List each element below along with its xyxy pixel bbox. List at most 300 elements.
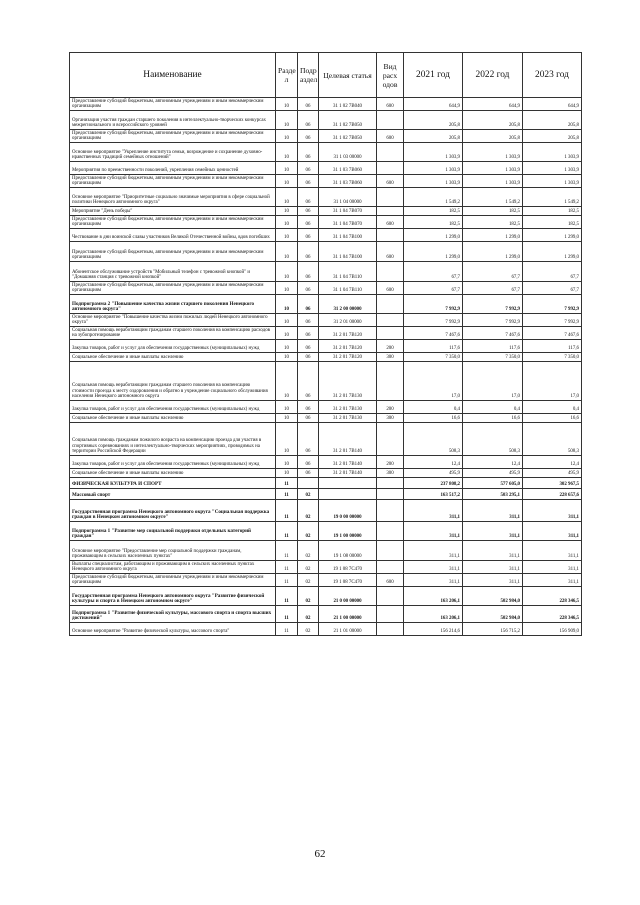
cell-name: Мероприятия по преемственности поколений, укрепления семейных ценностей [70, 162, 276, 175]
cell-vid [377, 561, 404, 574]
cell-name: Предоставление субсидий бюджетным, автономным учреждениям и иным некоммерческим организациям [70, 242, 276, 262]
cell-2023: 1 303,9 [523, 175, 582, 188]
cell-podrazdel: 06 [298, 98, 319, 111]
cell-celevaya: 31 2 01 7В130 [319, 414, 377, 423]
cell-vid [377, 295, 404, 314]
cell-celevaya: 31 2 01 00000 [319, 314, 377, 327]
cell-vid: 600 [377, 282, 404, 295]
cell-2023: 182,5 [523, 216, 582, 229]
cell-2021: 311,1 [404, 500, 463, 522]
cell-vid: 600 [377, 242, 404, 262]
cell-vid [377, 489, 404, 500]
cell-razdel: 11 [276, 500, 298, 522]
cell-celevaya: 31 2 01 7В130 [319, 401, 377, 414]
cell-2023: 16,6 [523, 414, 582, 423]
cell-2022: 1 303,9 [463, 162, 523, 175]
cell-name: Основное мероприятие "Предоставление мер социальной поддержки гражданам, проживающим в сельских населенных пунктах" [70, 541, 276, 561]
cell-razdel: 10 [276, 327, 298, 340]
table-row [70, 500, 582, 522]
cell-celevaya: 31 1 04 7В100 [319, 242, 377, 262]
cell-vid [377, 188, 404, 207]
cell-2022: 1 299,0 [463, 229, 523, 242]
table-row [70, 574, 582, 587]
cell-vid: 300 [377, 353, 404, 362]
table-row [70, 130, 582, 143]
cell-vid [377, 500, 404, 522]
cell-name: Массовый спорт [70, 489, 276, 500]
cell-podrazdel: 06 [298, 362, 319, 401]
cell-razdel: 10 [276, 340, 298, 353]
table-row [70, 478, 582, 489]
budget-table [69, 52, 582, 636]
cell-vid: 300 [377, 469, 404, 478]
cell-2021: 117,6 [404, 340, 463, 353]
cell-2023: 228 346,5 [523, 606, 582, 623]
table-row [70, 216, 582, 229]
cell-celevaya: 31 1 04 7В110 [319, 282, 377, 295]
cell-2023: 205,8 [523, 111, 582, 130]
cell-vid: 200 [377, 456, 404, 469]
cell-name: Закупка товаров, работ и услуг для обеспечения государственных (муниципальных) нужд [70, 456, 276, 469]
table-row [70, 314, 582, 327]
cell-podrazdel: 02 [298, 587, 319, 606]
cell-razdel: 10 [276, 295, 298, 314]
cell-podrazdel: 06 [298, 162, 319, 175]
cell-celevaya: 31 2 01 7В120 [319, 340, 377, 353]
cell-celevaya: 31 1 02 7В050 [319, 111, 377, 130]
cell-2023: 1 303,9 [523, 162, 582, 175]
cell-vid [377, 111, 404, 130]
cell-razdel: 10 [276, 207, 298, 216]
cell-name: Социальная помощь гражданам пожилого возраста на компенсацию проезда для участия в спортивных соревнованиях и интеллектуально-творческих мероприятиях, проводимых на территории Российской Федерации [70, 423, 276, 456]
cell-2021: 7 467,6 [404, 327, 463, 340]
cell-razdel: 10 [276, 414, 298, 423]
cell-2022: 205,8 [463, 111, 523, 130]
cell-2022: 1 303,9 [463, 175, 523, 188]
cell-2023: 12,4 [523, 456, 582, 469]
table-row [70, 456, 582, 469]
cell-2021: 311,1 [404, 541, 463, 561]
cell-name: Организация участия граждан старшего поколения в интеллектуально-творческих конкурсах межрегионального и всероссийского уровней [70, 111, 276, 130]
cell-celevaya: 31 2 01 7В140 [319, 469, 377, 478]
cell-celevaya: 31 2 01 7В130 [319, 362, 377, 401]
cell-vid: 200 [377, 340, 404, 353]
cell-2022: 67,7 [463, 282, 523, 295]
table-body [70, 98, 582, 636]
cell-2021: 7 350,0 [404, 353, 463, 362]
cell-2021: 1 303,9 [404, 143, 463, 162]
cell-celevaya: 31 2 01 7В140 [319, 456, 377, 469]
cell-2021: 205,8 [404, 111, 463, 130]
cell-podrazdel: 06 [298, 262, 319, 282]
cell-name: Социальное обеспечение и иные выплаты населению [70, 353, 276, 362]
table-row [70, 606, 582, 623]
cell-celevaya: 31 2 01 7В120 [319, 353, 377, 362]
cell-2023: 228 346,5 [523, 587, 582, 606]
table-row [70, 489, 582, 500]
table-row [70, 623, 582, 636]
cell-2021: 644,9 [404, 98, 463, 111]
cell-podrazdel: 06 [298, 143, 319, 162]
cell-vid: 300 [377, 414, 404, 423]
cell-2021: 237 808,2 [404, 478, 463, 489]
cell-2022: 182,5 [463, 207, 523, 216]
cell-vid [377, 229, 404, 242]
cell-2023: 7 350,0 [523, 353, 582, 362]
cell-2021: 163 206,1 [404, 587, 463, 606]
cell-2022: 205,8 [463, 130, 523, 143]
cell-2022: 311,1 [463, 522, 523, 541]
cell-vid [377, 606, 404, 623]
cell-podrazdel: 06 [298, 423, 319, 456]
cell-razdel: 10 [276, 262, 298, 282]
table-row [70, 522, 582, 541]
cell-podrazdel: 06 [298, 130, 319, 143]
cell-celevaya [319, 489, 377, 500]
cell-2022: 16,6 [463, 414, 523, 423]
cell-vid [377, 327, 404, 340]
cell-name: Предоставление субсидий бюджетным, автономным учреждениям и иным некоммерческим организациям [70, 282, 276, 295]
cell-2021: 163 517,2 [404, 489, 463, 500]
table-row [70, 414, 582, 423]
cell-2021: 311,1 [404, 561, 463, 574]
cell-2023: 182,5 [523, 207, 582, 216]
cell-vid [377, 522, 404, 541]
cell-name: Государственная программа Ненецкого автономного округа "Развитие физической культуры и спорта в Ненецком автономном округе" [70, 587, 276, 606]
table-row [70, 295, 582, 314]
cell-2023: 1 303,9 [523, 143, 582, 162]
cell-2021: 156 214,6 [404, 623, 463, 636]
cell-name: Подпрограмма 2 "Повышение качества жизни старшего поколения Ненецкого автономного округа" [70, 295, 276, 314]
cell-razdel: 10 [276, 162, 298, 175]
cell-2022: 67,7 [463, 262, 523, 282]
cell-podrazdel: 02 [298, 623, 319, 636]
cell-2021: 16,6 [404, 414, 463, 423]
table-row [70, 340, 582, 353]
table-row [70, 541, 582, 561]
cell-vid [377, 143, 404, 162]
col-header-2023: 2023 год [523, 53, 582, 98]
cell-2022: 12,4 [463, 456, 523, 469]
cell-2023: 311,1 [523, 541, 582, 561]
cell-2023: 644,9 [523, 98, 582, 111]
cell-razdel: 10 [276, 469, 298, 478]
cell-2022: 502 984,0 [463, 587, 523, 606]
cell-2022: 502 984,0 [463, 606, 523, 623]
cell-podrazdel: 02 [298, 489, 319, 500]
cell-podrazdel: 02 [298, 500, 319, 522]
table-row [70, 98, 582, 111]
cell-razdel: 11 [276, 478, 298, 489]
cell-2023: 7 467,6 [523, 327, 582, 340]
cell-2021: 7 992,9 [404, 314, 463, 327]
cell-2022: 7 992,9 [463, 295, 523, 314]
cell-2021: 1 303,9 [404, 175, 463, 188]
cell-name: Абонентское обслуживание устройств "Мобильный телефон с тревожной кнопкой" и "Домашняя станция с тревожной кнопкой" [70, 262, 276, 282]
cell-podrazdel: 02 [298, 541, 319, 561]
col-header-name: Наименование [70, 53, 276, 98]
table-row [70, 162, 582, 175]
cell-2022: 0,4 [463, 401, 523, 414]
cell-razdel: 10 [276, 175, 298, 188]
cell-name: Предоставление субсидий бюджетным, автономным учреждениям и иным некоммерческим организациям [70, 574, 276, 587]
table-row [70, 587, 582, 606]
cell-celevaya: 31 2 00 00000 [319, 295, 377, 314]
cell-podrazdel: 06 [298, 456, 319, 469]
cell-2022: 7 467,6 [463, 327, 523, 340]
cell-2023: 495,9 [523, 469, 582, 478]
cell-name: Закупка товаров, работ и услуг для обеспечения государственных (муниципальных) нужд [70, 401, 276, 414]
cell-2021: 12,4 [404, 456, 463, 469]
cell-2021: 1 299,0 [404, 229, 463, 242]
cell-2023: 1 549,2 [523, 188, 582, 207]
cell-2021: 508,3 [404, 423, 463, 456]
cell-vid: 600 [377, 574, 404, 587]
cell-2022: 7 350,0 [463, 353, 523, 362]
cell-name: Социальное обеспечение и иные выплаты населению [70, 414, 276, 423]
cell-2022: 311,1 [463, 541, 523, 561]
table-row [70, 229, 582, 242]
table-row [70, 207, 582, 216]
cell-2023: 156 909,0 [523, 623, 582, 636]
cell-podrazdel: 06 [298, 340, 319, 353]
cell-celevaya: 31 1 03 7В060 [319, 162, 377, 175]
cell-razdel: 11 [276, 606, 298, 623]
cell-podrazdel: 06 [298, 175, 319, 188]
table-header-row [70, 53, 582, 98]
cell-name: Социальная помощь неработающим гражданам старшего поколения на компенсацию расходов на зубопротезирование [70, 327, 276, 340]
col-header-razdel: Разде л [276, 53, 298, 98]
cell-podrazdel: 06 [298, 188, 319, 207]
table-row [70, 262, 582, 282]
table-row [70, 143, 582, 162]
cell-2022: 644,9 [463, 98, 523, 111]
cell-podrazdel: 02 [298, 574, 319, 587]
cell-2022: 7 992,9 [463, 314, 523, 327]
cell-podrazdel: 06 [298, 295, 319, 314]
cell-vid [377, 162, 404, 175]
cell-2023: 302 967,5 [523, 478, 582, 489]
cell-razdel: 11 [276, 541, 298, 561]
cell-vid [377, 423, 404, 456]
cell-2023: 311,1 [523, 500, 582, 522]
cell-2021: 67,7 [404, 282, 463, 295]
cell-2021: 67,7 [404, 262, 463, 282]
cell-2023: 228 657,6 [523, 489, 582, 500]
cell-podrazdel: 06 [298, 314, 319, 327]
cell-celevaya: 19 1 08 00000 [319, 541, 377, 561]
cell-name: Основное мероприятие "Развитие физической культуры, массового спорта" [70, 623, 276, 636]
cell-celevaya: 31 1 04 7В110 [319, 262, 377, 282]
cell-2021: 7 992,9 [404, 295, 463, 314]
cell-vid [377, 262, 404, 282]
table-row [70, 282, 582, 295]
cell-2022: 495,9 [463, 469, 523, 478]
cell-celevaya: 21 0 00 00000 [319, 587, 377, 606]
cell-celevaya: 31 1 04 7В070 [319, 216, 377, 229]
cell-podrazdel: 06 [298, 469, 319, 478]
cell-razdel: 10 [276, 216, 298, 229]
cell-2023: 67,7 [523, 282, 582, 295]
cell-podrazdel: 06 [298, 327, 319, 340]
cell-razdel: 10 [276, 111, 298, 130]
cell-2022: 1 303,9 [463, 143, 523, 162]
cell-celevaya: 19 1 08 7С470 [319, 561, 377, 574]
cell-celevaya: 19 1 00 00000 [319, 522, 377, 541]
cell-vid: 600 [377, 130, 404, 143]
cell-name: ФИЗИЧЕСКАЯ КУЛЬТУРА И СПОРТ [70, 478, 276, 489]
cell-2021: 1 549,2 [404, 188, 463, 207]
cell-2021: 311,1 [404, 522, 463, 541]
col-header-2022: 2022 год [463, 53, 523, 98]
cell-celevaya: 31 1 02 7В050 [319, 130, 377, 143]
cell-2023: 205,8 [523, 130, 582, 143]
cell-celevaya: 31 1 02 7В040 [319, 98, 377, 111]
cell-razdel: 10 [276, 188, 298, 207]
table-row [70, 353, 582, 362]
cell-podrazdel: 06 [298, 216, 319, 229]
cell-razdel: 10 [276, 130, 298, 143]
cell-2023: 311,1 [523, 561, 582, 574]
table-row [70, 327, 582, 340]
cell-vid [377, 623, 404, 636]
cell-razdel: 11 [276, 489, 298, 500]
cell-name: Предоставление субсидий бюджетным, автономным учреждениям и иным некоммерческим организациям [70, 130, 276, 143]
cell-podrazdel: 06 [298, 282, 319, 295]
cell-2022: 577 605,0 [463, 478, 523, 489]
cell-podrazdel: 06 [298, 401, 319, 414]
cell-vid: 600 [377, 98, 404, 111]
cell-celevaya: 31 1 03 7В060 [319, 175, 377, 188]
cell-2021: 205,8 [404, 130, 463, 143]
cell-2021: 1 303,9 [404, 162, 463, 175]
page-number: 62 [314, 848, 326, 860]
cell-2023: 7 992,9 [523, 314, 582, 327]
cell-2022: 1 549,2 [463, 188, 523, 207]
cell-razdel: 10 [276, 362, 298, 401]
cell-podrazdel: 02 [298, 561, 319, 574]
cell-2021: 1 299,0 [404, 242, 463, 262]
cell-celevaya: 19 1 08 7С470 [319, 574, 377, 587]
cell-vid: 200 [377, 401, 404, 414]
cell-celevaya: 21 1 01 00000 [319, 623, 377, 636]
cell-2022: 156 715,2 [463, 623, 523, 636]
table-row [70, 423, 582, 456]
table-row [70, 188, 582, 207]
cell-name: Основное мероприятие "Приоритетные социально значимые мероприятия в сфере социальной политики Ненецкого автономного округа" [70, 188, 276, 207]
table-row [70, 242, 582, 262]
cell-razdel: 10 [276, 282, 298, 295]
cell-razdel: 11 [276, 561, 298, 574]
cell-vid [377, 207, 404, 216]
cell-razdel: 10 [276, 401, 298, 414]
cell-name: Государственная программа Ненецкого автономного округа "Социальная поддержка граждан в Ненецком автономном округе" [70, 500, 276, 522]
cell-name: Социальное обеспечение и иные выплаты населению [70, 469, 276, 478]
cell-podrazdel: 02 [298, 522, 319, 541]
cell-razdel: 10 [276, 423, 298, 456]
cell-2023: 0,4 [523, 401, 582, 414]
cell-2023: 508,3 [523, 423, 582, 456]
col-header-podrazdel: Подр аздел [298, 53, 319, 98]
cell-2023: 67,7 [523, 262, 582, 282]
cell-podrazdel: 06 [298, 207, 319, 216]
cell-podrazdel: 02 [298, 606, 319, 623]
cell-name: Основное мероприятие "Укрепление института семьи, возрождение и сохранение духовно-нравственных традиций семейных отношений" [70, 143, 276, 162]
cell-name: Социальная помощь неработающим гражданам старшего поколения на компенсацию стоимости проезда к месту оздоровления и обратно в учреждение социального обслуживания населения Ненецкого автономного округа [70, 362, 276, 401]
cell-2022: 1 299,0 [463, 242, 523, 262]
cell-vid: 600 [377, 216, 404, 229]
cell-2021: 182,5 [404, 207, 463, 216]
cell-podrazdel: 06 [298, 353, 319, 362]
cell-2021: 182,5 [404, 216, 463, 229]
cell-vid [377, 478, 404, 489]
cell-vid [377, 362, 404, 401]
cell-razdel: 11 [276, 623, 298, 636]
cell-razdel: 10 [276, 143, 298, 162]
cell-2022: 311,1 [463, 561, 523, 574]
cell-vid [377, 314, 404, 327]
cell-2022: 503 295,1 [463, 489, 523, 500]
cell-podrazdel [298, 478, 319, 489]
cell-razdel: 10 [276, 242, 298, 262]
col-header-celevaya: Целевая статья [319, 53, 377, 98]
table-row [70, 362, 582, 401]
cell-2022: 182,5 [463, 216, 523, 229]
cell-2023: 117,6 [523, 340, 582, 353]
cell-name: Основное мероприятие "Повышение качества жизни пожилых людей Ненецкого автономного округа" [70, 314, 276, 327]
cell-name: Мероприятие "День победы" [70, 207, 276, 216]
cell-razdel: 10 [276, 229, 298, 242]
table-row [70, 469, 582, 478]
cell-razdel: 10 [276, 314, 298, 327]
cell-2023: 311,1 [523, 522, 582, 541]
col-header-2021: 2021 год [404, 53, 463, 98]
cell-name: Предоставление субсидий бюджетным, автономным учреждениям и иным некоммерческим организациям [70, 175, 276, 188]
cell-name: Предоставление субсидий бюджетным, автономным учреждениям и иным некоммерческим организациям [70, 98, 276, 111]
cell-podrazdel: 06 [298, 242, 319, 262]
cell-2021: 163 206,1 [404, 606, 463, 623]
cell-2021: 311,1 [404, 574, 463, 587]
cell-name: Подпрограмма 1 "Развитие мер социальной поддержки отдельных категорий граждан" [70, 522, 276, 541]
cell-celevaya: 31 1 03 00000 [319, 143, 377, 162]
cell-2022: 311,1 [463, 574, 523, 587]
cell-name: Закупка товаров, работ и услуг для обеспечения государственных (муниципальных) нужд [70, 340, 276, 353]
cell-name: Чествование в дни воинской славы участников Великой Отечественной войны, вдов погибших [70, 229, 276, 242]
table-row [70, 561, 582, 574]
cell-2022: 17,0 [463, 362, 523, 401]
cell-podrazdel: 06 [298, 111, 319, 130]
cell-2023: 1 299,0 [523, 242, 582, 262]
cell-razdel: 10 [276, 98, 298, 111]
cell-2022: 508,3 [463, 423, 523, 456]
cell-celevaya: 31 1 04 7В100 [319, 229, 377, 242]
cell-2023: 311,1 [523, 574, 582, 587]
cell-razdel: 11 [276, 587, 298, 606]
cell-podrazdel: 06 [298, 229, 319, 242]
cell-2023: 1 299,0 [523, 229, 582, 242]
cell-2022: 311,1 [463, 500, 523, 522]
cell-razdel: 10 [276, 456, 298, 469]
cell-celevaya: 31 2 01 7В140 [319, 423, 377, 456]
cell-razdel: 11 [276, 574, 298, 587]
cell-celevaya: 19 0 00 00000 [319, 500, 377, 522]
cell-celevaya: 31 1 04 00000 [319, 188, 377, 207]
cell-celevaya: 31 1 04 7В070 [319, 207, 377, 216]
cell-celevaya: 31 2 01 7В120 [319, 327, 377, 340]
cell-razdel: 10 [276, 353, 298, 362]
table-row [70, 111, 582, 130]
cell-name: Выплаты специалистам, работающим и проживающим в сельских населенных пунктах Ненецкого автономного округа [70, 561, 276, 574]
